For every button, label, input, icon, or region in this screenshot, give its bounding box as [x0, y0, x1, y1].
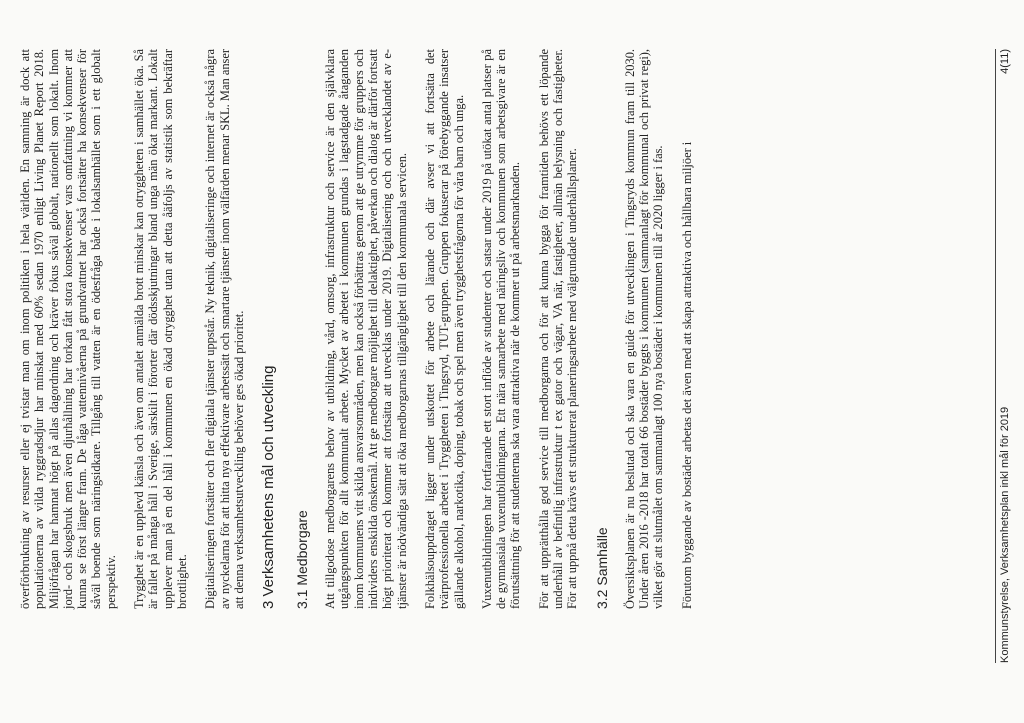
medborgare-paragraph-3: Vuxenutbildningen har fortfarande ett stort inflöde av studenter och satsar under 2019 på utökat antal platser på de gymnasiala vuxenutbildningarna. Ett nära samarbete med näringsliv och kommunen som arbetsgivare är en förutsättning för att studenterna ska vara attraktiva när de kommer ut på arbetsmarknaden. [479, 49, 523, 609]
section-3-2-heading: 3.2 Samhälle [593, 527, 610, 609]
intro-paragraph-safety: Trygghet är en upplevd känsla och även om antalet anmälda brott minskar kan otryggheten i samhället öka. Så är fallet på många håll i Sverige, särskilt i förorter där dödsskjutningar bland unga män ökat markant. Lokalt upplever man på en del håll i kommunen en ökad otrygghet utan att detta åäfoljs av statistik som bekräftar brottlighet. [132, 49, 189, 609]
page-footer [995, 49, 1011, 663]
medborgare-paragraph-4: För att upprätthålla god service till medborgarna och för att kunna bygga för framtiden behövs ett löpande underhåll av befintlig infrastruktur t ex gator och vägar, VA när, fastigheter, allmän belysning och fastigheter. För att uppnå detta krävs ett strukturerat planeringsarbete med välgrundade underhållsplaner. [536, 49, 580, 609]
section-3-heading: 3 Verksamhetens mål och utveckling [260, 365, 278, 609]
samhalle-paragraph-1: Översiktsplanen är nu beslutad och ska vara en guide för utvecklingen i Tingsryds kommun fram till 2030. Under åren 2016 -2018 har totalt 66 bostäder byggts i kommunen (sammanlagt för kommunal och privat regi), vilket gör att slutmålet om sammanlagt 100 nya bostäder i kommunen till år 2020 ligger i fas. [622, 49, 666, 609]
medborgare-paragraph-1: Att tillgodose medborgarens behov av utbildning, vård, omsorg, infrastruktur och service är den självklara utgångspunkten för allt kommunalt arbete. Mycket av arbetet i kommunen grundas i lagstadgade åtaganden inom kommunens vitt skilda ansvarsområden, men kan också förbättras genom att ge utrymme för gruppers och individers enskilda önskemål. Att ge medborgare möjlighet till delaktighet, påverkan och dialog är därför fortsatt högt prioriterat och kommer att fortsätta att utvecklas under 2019. Digitalisering och och utvecklandet av e-tjänster är nödvändiga sätt att öka medborgarnas tillgänglighet till den kommunala servicen. [323, 49, 409, 609]
footer-document-title: Kommunstyrelse, Verksamhetsplan inkl mål för 2019 [999, 406, 1011, 663]
page-content [18, 49, 708, 609]
section-3-1-heading: 3.1 Medborgare [294, 510, 311, 609]
intro-paragraph-digitalisation: Digitaliseringen fortsätter och fler digitala tjänster uppstår. Ny teknik, digitaliseringe och internet är också några av nyckelarna för att hitta nya effektivare arbetssätt och smartare tjänster inom välfärden menar SKL. Man anser att denna verksamhetsutveckling behöver ges ökad prioritet. [203, 49, 246, 609]
samhalle-paragraph-2: Förutom byggande av bostäder arbetas det även med att skapa attraktiva och hållbara miljöer i [679, 141, 694, 609]
medborgare-paragraph-2: Folkhälsouppdraget ligger under utskottet för arbete och lärande och där avser vi att fortsätta det tvärprofessionella arbetet i Tryggheten i Tingsryd, TUT-gruppen. Gruppen fokuserar på förebyggande insatser gällande alkohol, narkotika, doping, tobak och spel men även trygghetsfrågorna för våra barn och unga. [422, 49, 466, 609]
footer-page-number: 4(11) [999, 49, 1011, 74]
intro-paragraph-environment: överförbrukning av resurser eller ej tvistar man om inom politiken i hela världen. En samning är dock att populationerna av vilda ryggradsdjur har minskat med 60% sedan 1970 enligt Living Planet Report 2018. Miljöfrågan har hamnat högt på allas dagordning och kräver fokus såväl globalt, nationellt som lokalt. Inom jord- och skogsbruk men även djurhållning har torkan fått stora konsekvenser vars omfattning vi kommer att kunna se först längre fram. De låga vattennivåerna på grundvattnet har också fortsätter ha konsekvenser för såväl boende som näringsidkare. Tillgång till vatten är en ödesfråga både i lokalsamhället som i ett globalt perspektiv. [18, 49, 118, 609]
